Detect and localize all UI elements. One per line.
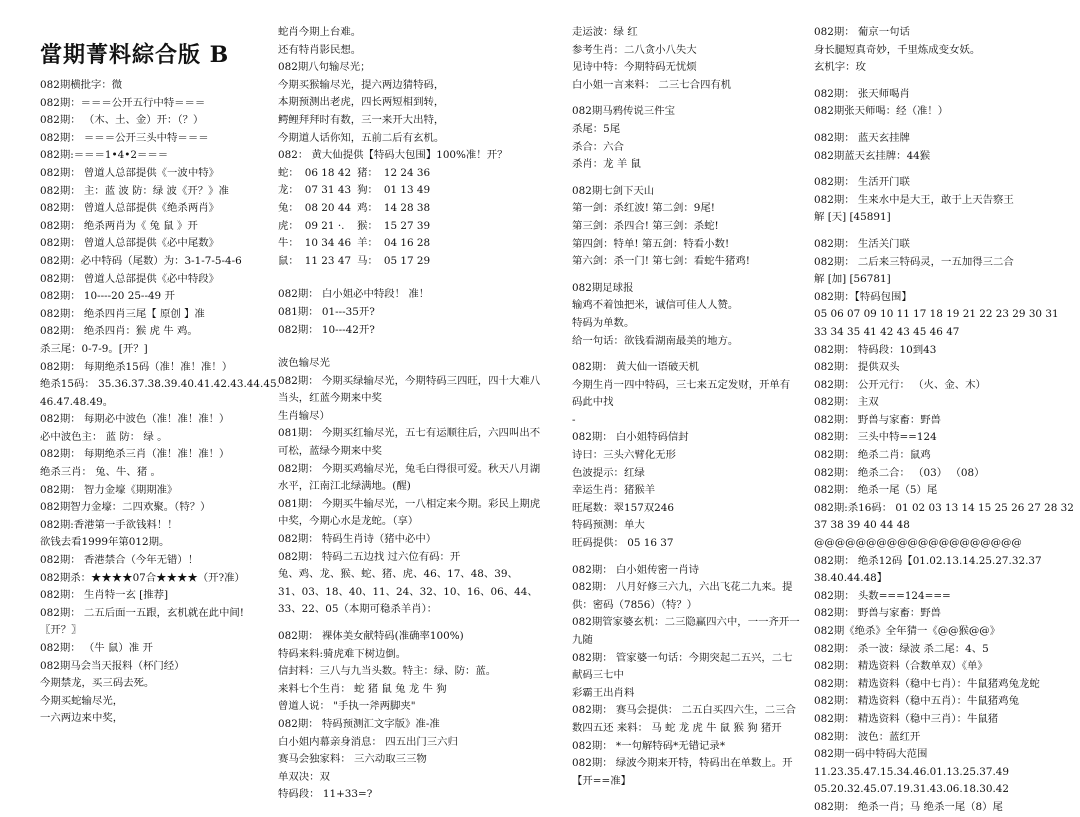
text-line: 献码三七中 (572, 669, 624, 682)
text-line: 杀合：六合 (572, 140, 624, 153)
zodiac-row (278, 182, 436, 200)
text-line: 082期横批字：微 (40, 79, 123, 91)
zodiac-numbers: 01 13 49 (383, 184, 431, 197)
text-line: 082期： 生肖特一玄 [推荐] (40, 589, 169, 602)
text-line: 082期： 杀一波：绿波 杀二尾：4、5 (814, 642, 989, 655)
text-line: 082期：【特码包围】 (814, 290, 912, 303)
zodiac-label: 羊： (357, 237, 378, 250)
zodiac-numbers: 15 27 39 (383, 219, 431, 232)
text-line: 082期： 特码段：10到43 (814, 343, 937, 356)
text-line: 今期买蛇输尽光， (40, 694, 124, 707)
column-2-top-lines (278, 24, 540, 165)
text-line: 082期： 绝杀一肖；马 绝杀一尾（8）尾 (814, 800, 1003, 813)
text-line: 码此中找 (572, 396, 614, 409)
text-line: 必中波色主： 蓝 防： 绿 。 (40, 430, 168, 443)
text-line: 〖开？〗 (40, 624, 82, 637)
text-line: 欲钱去看1999年第012期。 (40, 536, 170, 549)
text-line: 082期： 白小姐传密一肖诗 (572, 563, 700, 576)
text-line: 082期： 曾道人总部提供《必中特段》 (40, 272, 219, 285)
text-line: 色波提示：红绿 (572, 466, 645, 479)
zodiac-label: 蛇： (278, 166, 299, 179)
text-line: 【开==准】 (572, 774, 631, 787)
zodiac-numbers: 12 24 36 (383, 166, 431, 179)
spacer (572, 553, 804, 562)
zodiac-label: 龙： (278, 184, 299, 197)
text-line: 今期道人话你知，五前二后有玄机。 (278, 131, 445, 144)
text-line: 绝杀15码： 35.36.37.38.39.40.41.42.43.44.45. (40, 378, 280, 391)
text-line: 身长腿短真奇妙，千里炼成变女妖。 (814, 43, 981, 56)
text-line: 082期： 黄大仙一语破天机 (572, 361, 700, 374)
text-line: 082期管家婆玄机：二三隐赢四六中，一一齐开一 (572, 616, 800, 629)
text-line: 082期： 10----20 25--49 开 (40, 290, 175, 303)
text-line: 解 [天] [45891] (814, 211, 891, 224)
text-line: 082期： 智力金壕《期期准》 (40, 483, 178, 496)
text-line: 082期： 绝杀四肖：猴 虎 牛 鸡。 (40, 325, 198, 338)
text-line: 082期： 绝杀二合： （03） （08） (814, 466, 985, 479)
text-line: 白小姐一言来料： 二三七合四有机 (572, 78, 732, 91)
text-line: 单双决：双 (278, 770, 330, 783)
text-line: 082期八句输尽光； (278, 61, 371, 74)
column-4 (814, 24, 1076, 817)
text-line: 31、03、18、40、11、24、32、10、16、06、44、 (278, 585, 538, 598)
text-line: 082期:＝＝＝1•4•2＝＝＝ (40, 149, 169, 162)
zodiac-label: 鸡： (357, 201, 378, 214)
spacer (572, 174, 804, 183)
text-line: 今期禁龙，买三码去死。 (40, 677, 155, 690)
text-line: 082期： （牛 鼠）准 开 (40, 642, 153, 654)
spacer (572, 271, 804, 280)
text-line: 白小姐内幕亲身消息： 四五出门三六归 (278, 735, 458, 748)
zodiac-label: 虎： (278, 219, 299, 232)
text-line: 082期： 生活关门联 (814, 237, 910, 250)
text-line: 生肖输尽） (278, 409, 330, 422)
text-line: 兔、鸡、龙、猴、蛇、猪、虎、46、17、48、39、 (278, 568, 518, 581)
text-line: 082期马鸦传说三件宝 (572, 105, 675, 118)
column-1-lines (40, 77, 280, 728)
spacer (814, 77, 1076, 86)
text-line: 05 06 07 09 10 11 17 18 19 21 22 23 29 30 31 (814, 308, 1059, 321)
text-line: 第一剑：杀红波! 第二剑：9尾! (572, 202, 715, 215)
text-line: 绝杀三肖： 兔、牛、猪 。 (40, 466, 161, 479)
text-line: 082期： 每期必中波色（准！准！准！） (40, 413, 230, 426)
zodiac-numbers: 09 21 ·. (304, 219, 345, 232)
text-line: 一六两边来中奖， (40, 712, 124, 725)
text-line: 082期： 曾道人总部提供《绝杀两肖》 (40, 202, 219, 215)
text-line: 今期买猴输尽光，提六两边猜特码， (278, 78, 445, 91)
column-4-lines (814, 24, 1076, 817)
text-line: 输鸡不着蚀把米，诚信可佳人人赞。 (572, 299, 739, 312)
text-line: 信封料：三八与九当头数。特主：绿、防：蓝。 (278, 665, 497, 678)
text-line: 供：密码（7856）（特？） (572, 598, 698, 611)
text-line: 数四五还 来料： 马 蛇 龙 虎 牛 鼠 猴 狗 猪开 (572, 721, 782, 734)
text-line: 杀尾：5尾 (572, 122, 621, 135)
zodiac-numbers: 05 17 29 (383, 254, 431, 267)
zodiac-row (278, 200, 436, 218)
zodiac-label: 鼠： (278, 254, 299, 267)
text-line: 来料七个生肖： 蛇 猪 鼠 兔 龙 牛 狗 (278, 682, 447, 695)
text-line: 给一句话：欲钱看湖南最美的地方。 (572, 334, 739, 347)
text-line: 082期： 今期买绿输尽光，今期特码三四旺，四十大难八 (278, 374, 541, 387)
text-line: 082期： ＝＝＝公开三头中特＝＝＝ (40, 131, 209, 144)
text-line: 第六剑：杀一门! 第七剑：看蛇牛猪鸡! (572, 255, 750, 268)
text-line: 082期： 绝杀二肖：鼠鸡 (814, 449, 931, 462)
text-line: 幸运生肖：猪猴羊 (572, 484, 656, 497)
text-line: 082期： 蓝天玄挂牌 (814, 131, 910, 144)
zodiac-numbers: 10 34 46 (304, 237, 352, 250)
text-line: 参考生肖：二八贪小八失大 (572, 43, 697, 56)
text-line: 蛇肖今期上台难。 (278, 26, 362, 38)
zodiac-row (278, 165, 436, 183)
text-line: 082期足球报 (572, 281, 634, 294)
text-line: 082期： 头数===124=== (814, 589, 951, 602)
text-line: 081期： 01---35开? (278, 305, 375, 318)
text-line: 082期： 10---42开? (278, 323, 375, 336)
text-line: 鳄鲤拜拜时有数，三一来开大出特， (278, 113, 445, 126)
text-line: 赛马会独家料： 三六动取三三物 (278, 753, 427, 766)
text-line: 082期： 主双 (814, 396, 879, 409)
zodiac-row (278, 218, 436, 236)
text-line: 水平，江南江北绿满地。(醒) (278, 480, 411, 493)
text-line: 082期智力金壕：二四欢聚。（特？） (40, 501, 211, 514)
text-line: - (572, 413, 576, 426)
text-line: 082期一码中特码大范围 (814, 748, 928, 761)
text-line: 中奖，今期心水是龙蛇。（享） (278, 515, 419, 528)
column-2 (278, 24, 540, 804)
text-line: 082期： 提供双头 (814, 361, 900, 374)
text-line: 当头，红蓝今期来中奖 (278, 392, 382, 405)
text-line: 082期： 精选资料（稳中七肖）：牛鼠猪鸡兔龙蛇 (814, 677, 1040, 690)
text-line: 082期： *一句解特码*无错记录* (572, 739, 726, 752)
text-line: 082期： 绝杀一尾（5）尾 (814, 484, 938, 497)
text-line: 082期： 香港禁合（今年无错）！ (40, 554, 199, 567)
zodiac-numbers: 06 18 42 (304, 166, 352, 179)
text-line: 曾道人说： "手执一斧两脚夹" (278, 700, 416, 713)
text-line: 第三剑：杀四合! 第三剑：杀蛇! (572, 219, 719, 232)
text-line: 082期： 今期买鸡输尽光，兔毛白得很可爱。秋天八月湖 (278, 462, 541, 475)
text-line: 46.47.48.49。 (40, 395, 114, 408)
text-line: 082期： 二后来三特码灵，一五加得三二合 (814, 255, 1014, 268)
text-line: 082期： 每期绝杀三肖（准！准！准！） (40, 448, 230, 461)
text-line: 旺尾数：翠157双246 (572, 501, 675, 514)
text-line: 082期： 裸体美女献特码(准确率100%) (278, 630, 464, 642)
text-line: 37 38 39 40 44 48 (814, 519, 910, 532)
text-line: 082期： 绝杀12码【01.02.13.14.25.27.32.37 (814, 554, 1042, 567)
text-line: 杀三尾：0-7-9。[开？] (40, 342, 148, 355)
spacer (814, 165, 1076, 174)
spacer (572, 94, 804, 103)
zodiac-row (278, 253, 436, 271)
text-line: 082期： 公开元行： （火、金、木） (814, 378, 986, 391)
text-line: 05.20.32.45.07.19.31.43.06.18.30.42 (814, 783, 1009, 796)
text-line: 旺码提供： 05 16 37 (572, 537, 674, 550)
column-3 (572, 24, 804, 790)
column-2-mid-lines (278, 286, 540, 339)
text-line: 082期： 野兽与家畜：野兽 (814, 413, 942, 426)
text-line: 082期： 野兽与家畜：野兽 (814, 607, 942, 620)
column-3-lines (572, 24, 804, 790)
text-line: 081期： 今期买红输尽光，五七有运顺往后，六四叫出不 (278, 427, 541, 440)
spacer (278, 619, 540, 628)
text-line: @@@@@@@@@@@@@@@@@@@@ (814, 537, 1022, 550)
text-line: 082期：＝＝＝公开五行中特＝＝＝ (40, 96, 206, 109)
text-line: 还有特肖影民想。 (278, 43, 362, 56)
text-line: 082期： 绝杀四肖三尾【 原创 】准 (40, 307, 205, 320)
text-line: 082期： 葡京一句话 (814, 26, 910, 38)
text-line: 082期:杀16码： 01 02 03 13 14 15 25 26 27 28 32 (814, 501, 1074, 514)
spacer (572, 350, 804, 359)
text-line: 082期： 曾道人总部提供《必中尾数》 (40, 237, 219, 250)
zodiac-numbers: 08 20 44 (304, 201, 352, 214)
text-line: 082期： 特码二五边找 过六位有码：开 (278, 550, 461, 563)
text-line: 波色输尽光 (278, 357, 330, 370)
text-line: 082期： 精选资料（稳中五肖）：牛鼠猪鸡兔 (814, 695, 1019, 708)
text-line: 082期：必中特码（尾数）为：3-1-7-5-4-6 (40, 254, 242, 267)
text-line: 特码来料:骑虎难下树边倒。 (278, 647, 407, 660)
text-line: 081期： 今期买牛输尽光，一八相定来今期。彩民上期虎 (278, 497, 541, 510)
text-line: 可松，蓝绿今期来中奖 (278, 445, 382, 458)
text-line: 九随 (572, 634, 593, 646)
text-line: 11.23.35.47.15.34.46.01.13.25.37.49 (814, 765, 1009, 778)
text-line: 082期： 三头中特==124 (814, 431, 937, 444)
text-line: 082期： 生来水中是大王，敢于上天告察王 (814, 193, 1014, 206)
text-line: 082期： 精选资料（稳中三肖）：牛鼠猪 (814, 712, 999, 725)
text-line: 特码预测：单大 (572, 519, 645, 532)
text-line: 38.40.44.48】 (814, 572, 888, 585)
spacer (814, 227, 1076, 236)
page-title: 當期菁料綜合版 B (40, 42, 230, 68)
zodiac-numbers: 04 16 28 (383, 237, 431, 250)
text-line: 082期： （木、土、金）开：（？） (40, 114, 204, 127)
text-line: 082： 黄大仙提供【特码大包围】100%准！开？ (278, 149, 508, 162)
text-line: 走运波：绿 红 (572, 26, 638, 38)
zodiac-numbers: 14 28 38 (383, 201, 431, 214)
zodiac-label: 牛： (278, 237, 299, 250)
text-line: 解 [加] [56781] (814, 273, 891, 286)
text-line: 082期： 绝杀两肖为《 兔 鼠 》开 (40, 219, 198, 232)
spacer (814, 121, 1076, 130)
zodiac-label: 兔： (278, 201, 299, 214)
text-line: 082期： 八月好修三六九，六出飞花二九来。提 (572, 581, 793, 594)
zodiac-numbers: 07 31 43 (304, 184, 352, 197)
text-line: 特码为单数。 (572, 316, 635, 329)
zodiac-label: 马： (357, 254, 378, 267)
text-line: 特码段： 11+33=? (278, 788, 373, 801)
text-line: 082期： 曾道人总部提供《一波中特》 (40, 166, 219, 179)
text-line: 082期:香港第一手欲钱料！！ (40, 518, 178, 531)
zodiac-label: 狗： (357, 184, 378, 197)
zodiac-numbers: 11 23 47 (304, 254, 352, 267)
zodiac-label: 猪： (357, 166, 378, 179)
text-line: 082期： 精选资料（合数单双）《单》 (814, 660, 988, 673)
text-line: 082期： 赛马会提供： 二五白买四六生，二三合 (572, 704, 796, 717)
text-line: 082期： 每期绝杀15码（准！准！准！） (40, 360, 233, 373)
text-line: 082期： 白小姐特码信封 (572, 431, 689, 444)
text-line: 见诗中特：今期特码无忧烦 (572, 61, 697, 74)
text-line: 082期张天师喝：经（准！） (814, 105, 949, 118)
text-line: 082期： 波色：蓝红开 (814, 730, 921, 743)
zodiac-label: 猴： (357, 219, 378, 232)
text-line: 082期《绝杀》全年猜一《@@猴@@》 (814, 625, 1001, 637)
column-2-bottom-lines (278, 355, 540, 804)
text-line: 第四剑：特单! 第五剑：特看小数! (572, 237, 730, 250)
column-1 (40, 24, 280, 728)
text-line: 杀肖：龙 羊 鼠 (572, 158, 641, 171)
text-line: 彩霸王出肖料 (572, 686, 635, 699)
text-line: 082期： 管家婆一句话：今期突起二五兴，二七 (572, 651, 793, 664)
text-line: 082期： 特码预测汇文字版》准-准 (278, 717, 440, 730)
zodiac-number-grid (278, 165, 436, 271)
text-line: 082期： 二五后面一五跟，玄机就在此中间! (40, 606, 244, 619)
text-line: 今期生肖一四中特码，三七来五定发财，开单有 (572, 378, 791, 391)
text-line: 玄机字：玫 (814, 61, 866, 74)
text-line: 082期： 白小姐必中特段！ 准！ (278, 288, 430, 301)
text-line: 082期： 生活开门联 (814, 176, 910, 189)
text-line: 本期预测出老虎，四长两短相到转， (278, 96, 445, 109)
text-line: 082期： 张天师喝肖 (814, 87, 910, 100)
zodiac-row (278, 235, 436, 253)
text-line: 33 34 35 41 42 43 45 46 47 (814, 325, 960, 338)
text-line: 诗曰：三头六臂化无形 (572, 449, 676, 462)
text-line: 082期： 绿波今期来开特，特码出在单数上。开 (572, 757, 793, 770)
text-line: 082期： 主：蓝 波 防：绿 波《开？》准 (40, 184, 229, 197)
text-line: 082期七剑下天山 (572, 184, 655, 197)
text-line: 33、22、05（本期可稳杀羊肖）： (278, 603, 438, 616)
text-line: 082期： 特码生肖诗（猪中必中） (278, 533, 437, 546)
text-line: 082期蓝天玄挂牌：44猴 (814, 149, 931, 162)
text-line: 082期杀：★★★★07合★★★★（开?准） (40, 571, 245, 584)
text-line: 082期马会当天报料（杯门经） (40, 659, 185, 672)
